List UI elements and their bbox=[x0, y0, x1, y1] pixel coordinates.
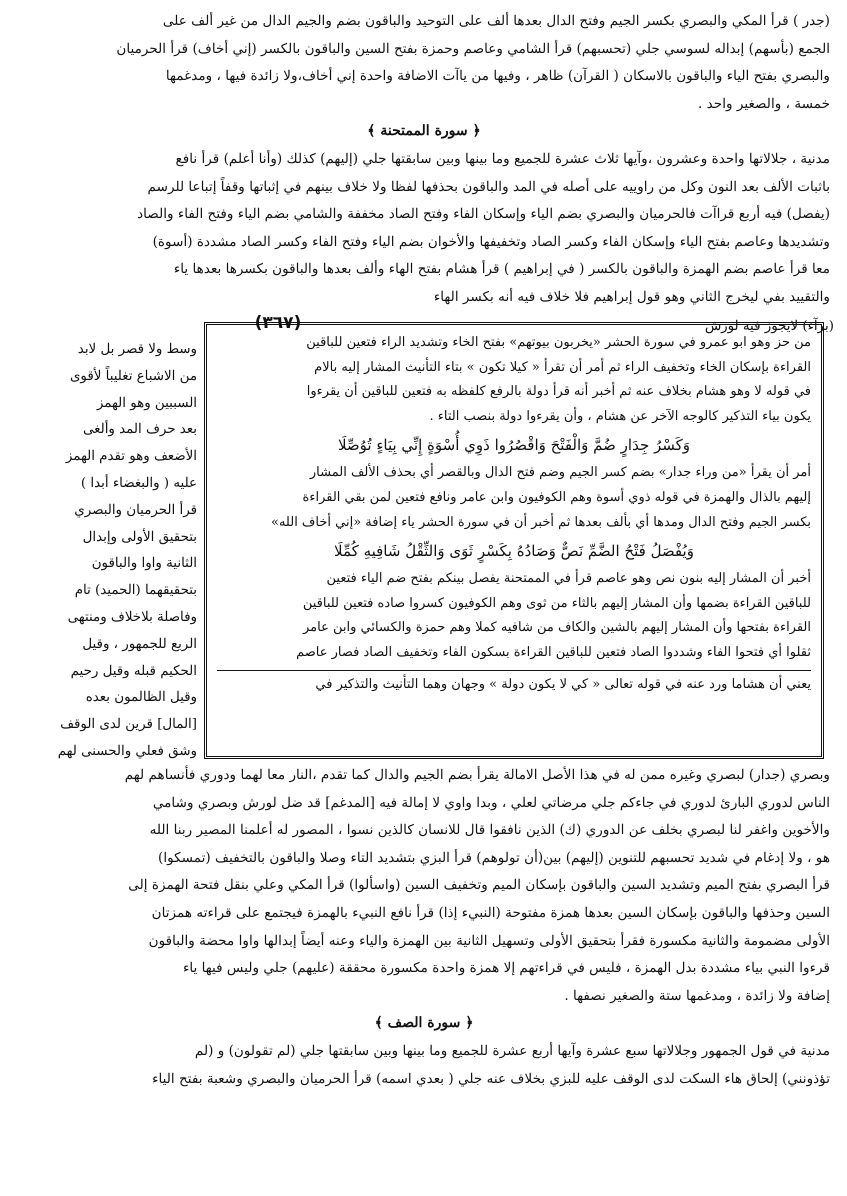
commentary-line: أمر أن يقرأ «من وراء جدار» بضم كسر الجيم وضم فتح الدال وبالقصر أي بحذف الألف المشار bbox=[309, 465, 811, 481]
surah-mumtahana-heading: ﴿ سورة الممتحنة ﴾ bbox=[367, 123, 481, 140]
margin-line: وشق فعلي والحسنى لهم bbox=[57, 743, 197, 759]
margin-column bbox=[12, 337, 197, 766]
margin-line: عليه ( والبغضاء أبدا ) bbox=[80, 475, 197, 491]
commentary-box bbox=[204, 322, 824, 759]
text-line: الجمع (بأسهم) إبداله لسوسي جلي (تحسبهم) قرأ الشامي وعاصم وحمزة بفتح السين والباقون بالكسر (إني أخاف) قرأ الحرميان bbox=[116, 40, 830, 57]
text-line: قرءوا النبي بياء مشددة بدل الهمزة ، فليس في قراءتهم إلا همزة واحدة مكسورة محققة (عليهم) جلي وليس فيها ياء bbox=[182, 960, 830, 977]
commentary-footnote: يعني أن هشاما ورد عنه في قوله تعالى « كي لا يكون دولة » وجهان وهما التأنيث والتذكير في bbox=[315, 676, 811, 692]
text-line: باثبات الألف بعد النون وكل من راوييه على أصله في المد والباقون بحذفها لفظا ولا خلاف بينهم في إثباتها وقفاً إتباعا للرسم bbox=[147, 178, 830, 195]
text-line: (يفصل) فيه أربع قراآت فالحرميان والبصري بضم الياء وإسكان الفاء وفتح الصاد مخففة والشامي بضم الياء وفتح الفاء والصاد bbox=[137, 206, 830, 223]
text-line: مدنية ، جلالاتها واحدة وعشرون ،وآيها ثلاث عشرة للجميع وما بينها وبين سابقتها جلي (إليهم) كذلك (وأنا أعلم) قرأ نافع bbox=[175, 150, 830, 167]
poem-verse: وَكَسْرُ جِدَارٍ ضُمَّ وَالْفَتْحَ وَاقْصُرُوا ذَوِي أُسْوَةٍ إِنِّي بِيَاءٍ تُوُصِّلَا bbox=[337, 436, 691, 455]
text-line: خمسة ، والصغير واحد . bbox=[698, 95, 830, 112]
commentary-line: يكون بياء التذكير كالوجه الآخر عن هشام ، وأن يقرءوا دولة بنصب التاء . bbox=[429, 408, 811, 424]
margin-line: الحكيم قبله وقيل رحيم bbox=[70, 663, 197, 679]
commentary-line: للباقين القراءة بضمها وأن المشار إليهم بالثاء من ثوى وهم الكوفيون كسروا صاده فتعين للباقين bbox=[302, 595, 811, 611]
text-line: الناس لدوري البارئ لدوري في جاءكم جلي مرضاتي لعلي ، وبدا واوي لا إمالة فيه [المدغم] قد ضل لورش وبصري وشامي bbox=[152, 794, 830, 811]
commentary-line: القراءة بإسكان الخاء وتخفيف الراء ثم أمر أن تقرأ « كيلا تكون » بتاء التأنيث المشار إليه بالام bbox=[314, 359, 811, 375]
commentary-line: من حز وهو ابو عمرو في سورة الحشر «يخربون بيوتهم» بفتح الخاء وتشديد الراء فتعين للباقين bbox=[306, 335, 811, 350]
text-line: والتقييد بفي ليخرج الثاني وهو قول إبراهيم فلا خلاف فيه أنه بكسر الهاء bbox=[433, 288, 830, 305]
text-line: الأولى مضمومة والثانية مكسورة فقرأ بتحقيق الأولى وتسهيل الثانية بين الهمزة والياء وعنه أيضاً إبدالها واوا محضة والباقون bbox=[148, 932, 830, 949]
commentary-line: القراءة بفتحها وأن المشار إليهم بالشين والكاف من شافيه كملا وهم حمزة والكسائي وابن عامر bbox=[303, 620, 811, 636]
text-line: قرأ البصري بفتح الميم وتشديد السين والباقون بإسكان الميم وتخفيف السين (واسألوا) قرأ المكي وعلي بنقل فتحة الهمزة إلى bbox=[128, 877, 830, 894]
commentary-line: ثقلوا أي فتحوا الفاء وشددوا الصاد فتعين للباقين القراءة بسكون الفاء وتخفيف الصاد فصار عاصم bbox=[296, 644, 811, 660]
top-text-block bbox=[18, 8, 830, 312]
poem-verse: وَيُفْصَلُ فَتْحُ الضَّمِّ نَصٌّ وَصَادُهُ بِكَسْرٍ ثَوَى وَالثِّقْلُ شَافِيهِ كُمِّلَا bbox=[334, 542, 694, 561]
margin-line: الربع للجمهور ، وقيل bbox=[82, 636, 197, 652]
text-line: والبصري بفتح الياء والباقون بالاسكان ( القرآن) ظاهر ، وفيها من ياآت الاضافة واحدة إني أخاف،ولا زائدة فيها ، ومدغمها bbox=[165, 68, 830, 85]
margin-line: السببين وهو الهمز bbox=[96, 395, 197, 411]
page-number: (٣٦٧) bbox=[254, 313, 302, 333]
text-line: تؤذونني) إلحاق هاء السكت لدى الوقف عليه للبزي بخلاف عنه جلي ( بعدي اسمه) قرأ الحرميان والبصري وشعبة بفتح الياء bbox=[152, 1070, 830, 1087]
margin-line: الثانية واوا والباقون bbox=[91, 556, 197, 572]
margin-line: بتحقيق الأولى وإبدال bbox=[82, 529, 197, 545]
commentary-line: في قوله لا وهو هشام بخلاف عنه ثم أخبر أنه قرأ دولة بالرفع كلفظه به فتعين للباقين أن يقرءوا bbox=[306, 384, 811, 400]
commentary-line: إليهم بالذال والهمزة في قوله ذوي أسوة وهم الكوفيون وابن عامر ونافع فتعين لمن بقي القراءة bbox=[302, 489, 811, 505]
bottom-text-block bbox=[18, 762, 830, 1093]
text-line: معا قرأ عاصم بضم الهمزة والباقون بالكسر ( في إبراهيم ) قرأ هشام بفتح الهاء وألف بعدها والباقون بكسرها بعدها ياء bbox=[173, 261, 830, 278]
text-line: مدنية في قول الجمهور وجلالاتها سبع عشرة وآيها أربع عشرة للجميع وما بينها وبين سابقتها جلي (لم تقولون) و (لم bbox=[194, 1042, 830, 1059]
text-line: إضافة ولا زائدة ، ومدغمها ستة والصغير نصفها . bbox=[564, 987, 830, 1004]
text-line: وتشديدها وعاصم بفتح الياء وإسكان الفاء وكسر الصاد وتخفيفها والأخوان بضم الياء وفتح الفاء وكسر الصاد مشددة (أسوة) bbox=[152, 233, 830, 250]
text-line: (جدر ) قرأ المكي والبصري بكسر الجيم وفتح الدال بعدها ألف على التوحيد والباقون بضم والجيم الدال من غير ألف على bbox=[162, 13, 830, 29]
margin-line: وفاصلة بلاخلاف ومنتهى bbox=[67, 609, 197, 625]
margin-line: بعد حرف المد وألغى bbox=[83, 422, 197, 438]
commentary-line: بكسر الجيم وفتح الدال ومدها أي بألف بعدها ثم أخبر أن في سورة الحشر ياء إضافة «إني أخاف الله» bbox=[271, 514, 811, 530]
text-line: السين وحذفها والباقون بإسكان السين بعدها همزة مفتوحة (النبيء إذا) قرأ نافع النبيء بالهمزة فيجتمع على قراءته همزتان bbox=[151, 904, 830, 921]
text-line: هو ، ولا إدغام في شديد تحسبهم للتنوين (إليهم) بين(أن تولوهم) قرأ البزي بتشديد التاء وصلا والباقون بالتخفيف (تمسكوا) bbox=[158, 849, 830, 866]
footnote-divider bbox=[217, 670, 811, 671]
margin-line: الأضعف وهو تقدم الهمز bbox=[65, 449, 197, 465]
side-note: (برآء) لايجوز فيه لورش bbox=[704, 319, 834, 334]
margin-line: وسط ولا قصر بل لابد bbox=[77, 342, 197, 357]
text-line: والأخوين واغفر لنا لبصري بخلف عن الدوري (ك) الذين نافقوا قال للانسان كالذين نسوا ، المصور له أعلمنا المصير ربنا الله bbox=[149, 822, 830, 839]
margin-line: وقيل الظالمون بعده bbox=[85, 690, 197, 706]
commentary-line: أخبر أن المشار إليه بنون نص وهو عاصم قرأ في الممتحنة يفصل بينكم بفتح ضم الياء فتعين bbox=[326, 571, 811, 587]
surah-saff-heading: ﴿ سورة الصف ﴾ bbox=[374, 1015, 474, 1032]
margin-line: بتحقيقهما (الحميد) تام bbox=[74, 583, 197, 599]
margin-line: قرأ الحرميان والبصري bbox=[74, 502, 197, 518]
margin-line: [المال] قرين لدى الوقف bbox=[60, 717, 197, 733]
text-line: وبصري (جدار) لبصري وغيره ممن له في هذا الأصل الامالة يقرأ بضم الجيم والدال كما تقدم ،النار معا لهما ودوري فأنساهم لهم bbox=[124, 767, 830, 783]
margin-line: من الاشباع تغليباً لأقوى bbox=[69, 368, 197, 384]
